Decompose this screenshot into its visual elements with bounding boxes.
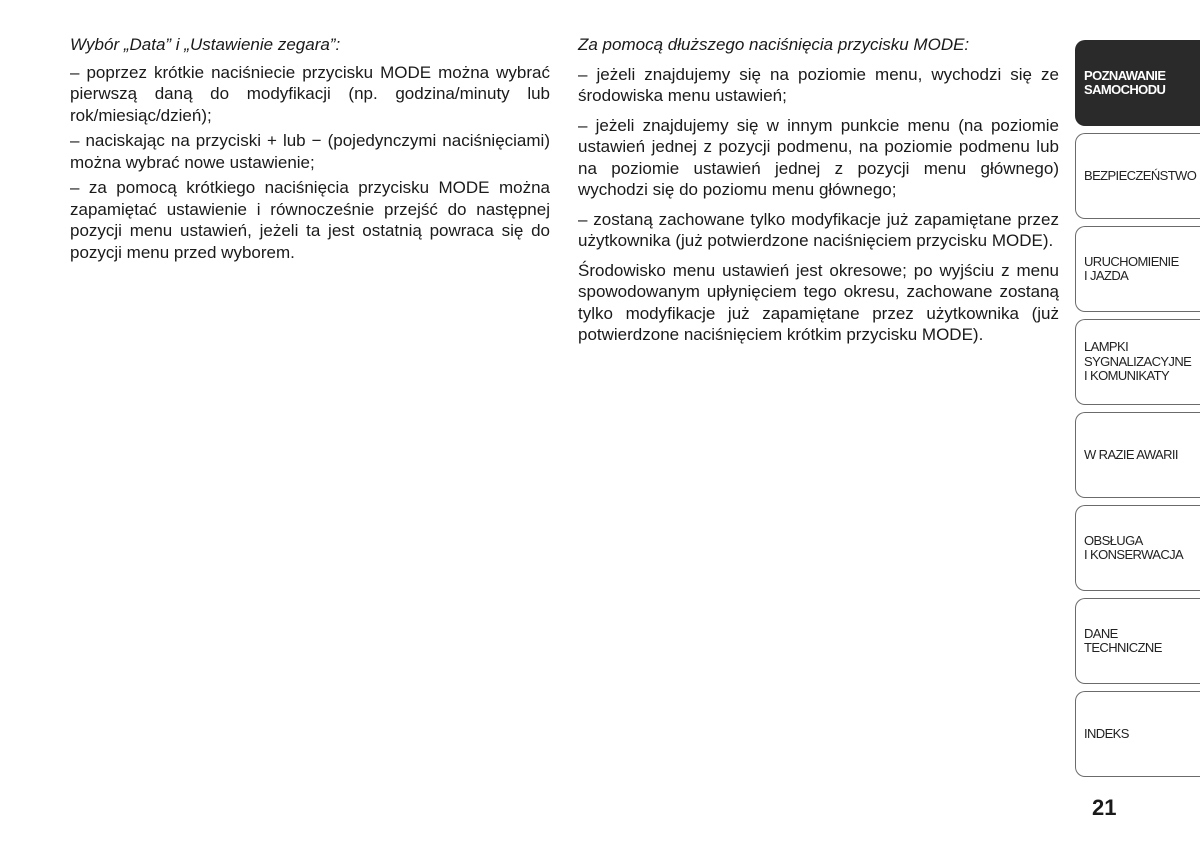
- left-column: [70, 34, 550, 263]
- tab-lampki-sygnalizacyjne[interactable]: LAMPKI SYGNALIZACYJNE I KOMUNIKATY: [1075, 319, 1200, 405]
- tab-poznawanie-samochodu[interactable]: POZNAWANIE SAMOCHODU: [1075, 40, 1200, 126]
- tab-uruchomienie-i-jazda[interactable]: URUCHOMIENIE I JAZDA: [1075, 226, 1200, 312]
- paragraph: – za pomocą krótkiego naciśnięcia przycisku MODE można zapamiętać ustawienie i równocześnie przejść do następnej pozycji menu ustawień, jeżeli ta jest ostatnią powraca się do pozycji menu przed wyborem.: [70, 178, 550, 262]
- section-heading: Wybór „Data” i „Ustawienie zegara”:: [70, 35, 341, 54]
- paragraph: – jeżeli znajdujemy się w innym punkcie menu (na poziomie ustawień jednej z pozycji podmenu, na poziomie podmenu lub na poziomie ustawień jednej z pozycji menu głównego) wychodzi się do poziomu menu głównego;: [578, 115, 1059, 199]
- paragraph: – naciskając na przyciski + lub − (pojedynczymi naciśnięciami) można wybrać nowe ustawienie;: [70, 131, 550, 172]
- tab-w-razie-awarii[interactable]: W RAZIE AWARII: [1075, 412, 1200, 498]
- section-heading: Za pomocą dłuższego naciśnięcia przycisku MODE:: [578, 35, 970, 54]
- tab-indeks[interactable]: INDEKS: [1075, 691, 1200, 777]
- paragraph: – zostaną zachowane tylko modyfikacje już zapamiętane przez użytkownika (już potwierdzone naciśnięciem przycisku MODE).: [578, 209, 1059, 250]
- paragraph: – jeżeli znajdujemy się na poziomie menu, wychodzi się ze środowiska menu ustawień;: [578, 64, 1059, 105]
- paragraph: Środowisko menu ustawień jest okresowe; po wyjściu z menu spowodowanym upłynięciem tego okresu, zachowane zostaną tylko modyfikacje już zapamiętane przez użytkownika (już potwierdzone naciśnięciem krótkim przycisku MODE).: [578, 260, 1059, 344]
- paragraph: – poprzez krótkie naciśniecie przycisku MODE można wybrać pierwszą daną do modyfikacji (np. godzina/minuty lub rok/miesiąc/dzień);: [70, 62, 550, 125]
- right-column: [578, 34, 1059, 346]
- page-number: 21: [1092, 795, 1117, 820]
- tab-obsluga-i-konserwacja[interactable]: OBSŁUGA I KONSERWACJA: [1075, 505, 1200, 591]
- tab-dane-techniczne[interactable]: DANE TECHNICZNE: [1075, 598, 1200, 684]
- tab-bezpieczenstwo[interactable]: BEZPIECZEŃSTWO: [1075, 133, 1200, 219]
